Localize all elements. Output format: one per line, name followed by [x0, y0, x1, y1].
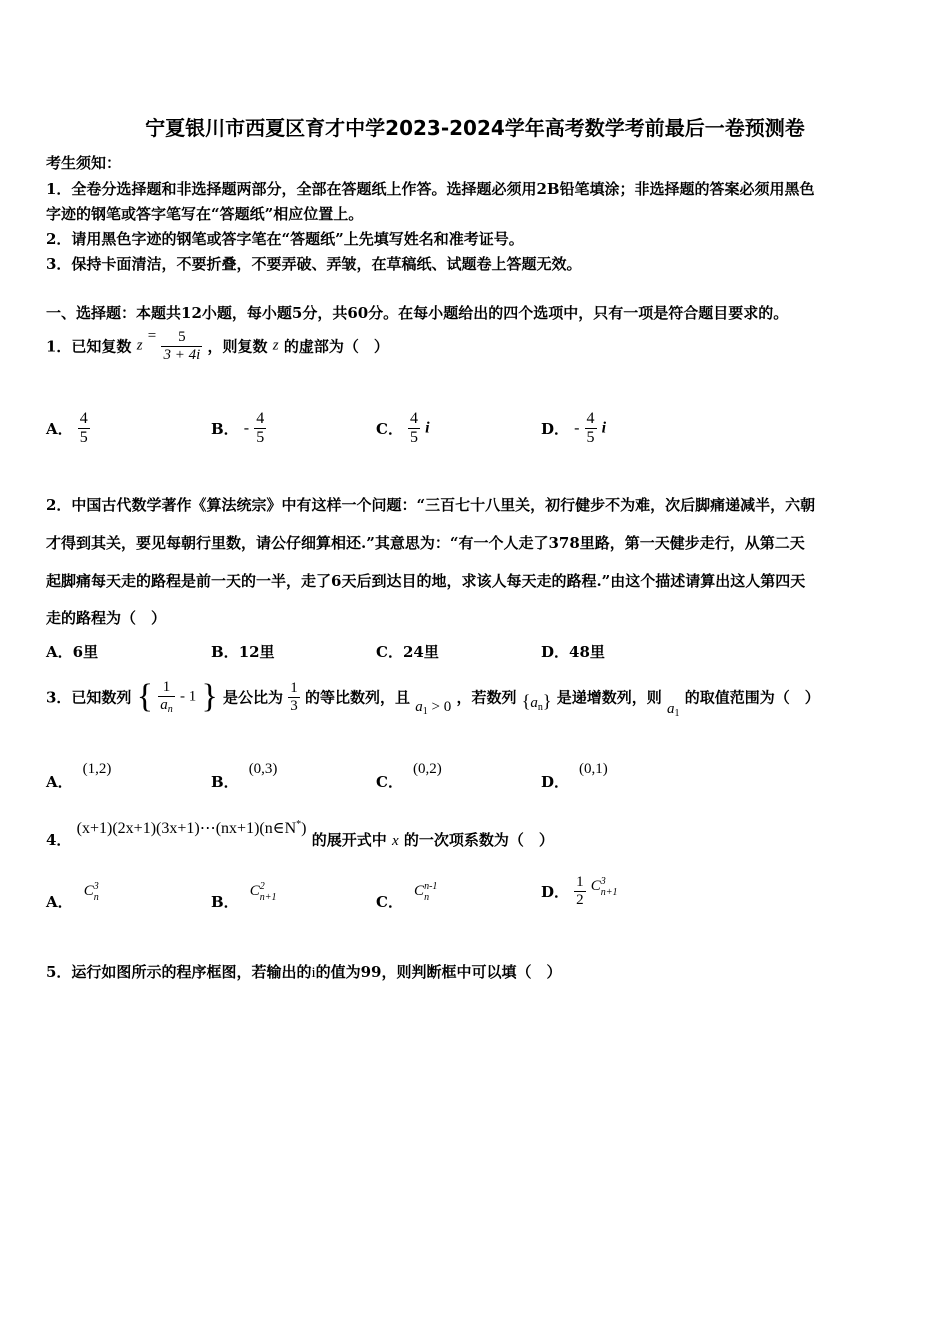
option-combination [414, 880, 438, 903]
option-text: 48里 [569, 643, 605, 661]
option-fraction [574, 874, 586, 909]
q3-option-a[interactable] [46, 758, 111, 792]
q5-suffix: 的值为99，则判断框中可以填（ ） [315, 963, 562, 981]
q3-seq-num: 1 [162, 679, 171, 695]
left-brace-icon: { [136, 678, 154, 715]
option-fraction [408, 410, 420, 447]
q4-expr-close: ) [301, 820, 307, 837]
section-heading: 一、选择题：本题共12小题，每小题5分，共60分。在每小题给出的四个选项中，只有一项是符合题目要求的。 [46, 304, 789, 322]
page-title: 宁夏银川市西夏区育才中学2023-2024学年高考数学考前最后一卷预测卷 [145, 116, 805, 140]
q2-option-b[interactable] [211, 641, 275, 662]
q4-expr: (x+1)(2x+1)(3x+1)⋯(nx+1)(n∈N [76, 820, 297, 837]
q1-option-a[interactable] [46, 410, 90, 447]
option-tail: i [601, 419, 607, 437]
q1-denominator: 3 + 4i [163, 346, 201, 363]
option-c: C [83, 883, 94, 899]
q4-expression [77, 820, 307, 837]
q3-seq2: $\{a_n\}$ [521, 691, 552, 713]
option-label: A． [46, 893, 73, 911]
q3-seq-den-var: a [160, 697, 168, 713]
q4-var: x [391, 833, 399, 849]
option-label: C． [376, 773, 403, 791]
option-label: B． [211, 420, 239, 438]
q2-line-3: 起脚痛每天走的路程是前一天的一半，走了6天后到达目的地，求该人每天走的路程.”由这个描述请算出这人第四天 [46, 572, 806, 590]
q1-fraction [161, 329, 202, 364]
q3-ratio-num: 1 [290, 679, 298, 696]
q4-option-b[interactable] [211, 880, 277, 912]
q3-mid4: 是递增数列，则 [556, 688, 662, 707]
option-den: 5 [256, 429, 265, 446]
q2-line-4: 走的路程为（ ） [46, 609, 167, 627]
option-den: 2 [576, 892, 584, 908]
q3-mid3: ，若数列 [456, 688, 517, 707]
q3-seq2-sub: n [537, 702, 543, 713]
option-label: D． [541, 643, 570, 661]
option-combination [83, 880, 99, 903]
q2-option-d[interactable] [541, 641, 605, 662]
option-num: 4 [410, 410, 419, 427]
q2-option-a[interactable] [46, 641, 98, 662]
option-text: 24里 [402, 643, 439, 661]
q4-expr-sup: * [296, 819, 302, 830]
q3-ratio-den: 3 [290, 697, 298, 714]
q1-option-c[interactable] [376, 410, 430, 447]
option-num: 1 [576, 874, 584, 890]
option-sub: n [424, 891, 430, 903]
q3-target [667, 701, 680, 717]
option-label: C． [376, 420, 403, 438]
q1-suffix2: 的虚部为（ ） [283, 337, 389, 356]
q3-seq-den [158, 696, 175, 715]
option-label: D． [541, 420, 570, 438]
option-label: D． [541, 773, 570, 791]
q3-target-sub: 1 [674, 708, 680, 719]
q4-suffix: 的一次项系数为（ ） [403, 831, 554, 849]
option-fraction [78, 410, 90, 447]
option-label: B． [211, 773, 239, 791]
q5-prefix: 5．运行如图所示的程序框图，若输出的 [46, 963, 312, 981]
q5-var: i [311, 965, 316, 981]
option-text: 12里 [238, 643, 275, 661]
q4-option-d[interactable] [541, 874, 617, 909]
q3-mid2: 的等比数列，且 [305, 688, 411, 707]
option-c: C [590, 878, 601, 894]
option-text: (0,3) [248, 761, 278, 777]
option-text: (1,2) [82, 761, 112, 777]
q3-cond-sub: 1 [422, 706, 428, 717]
q3-target-var: a [666, 701, 675, 717]
q1-var: z [136, 337, 143, 354]
q2-line-1: 2．中国古代数学著作《算法统宗》中有这样一个问题：“三百七十八里关，初行健步不为难，次后脚痛递减半，六朝 [46, 496, 816, 514]
right-brace-icon: } [201, 678, 218, 715]
notice-item-2: 2．请用黑色字迹的钢笔或答字笔在“答题纸”上先填写姓名和准考证号。 [46, 230, 524, 248]
option-sign: - [243, 419, 250, 437]
option-fraction [254, 410, 266, 447]
option-sup: 3 [600, 875, 606, 887]
q1-option-d[interactable] [541, 410, 606, 447]
option-label: B． [211, 643, 239, 661]
q1-prefix: 1．已知复数 [46, 337, 132, 356]
option-sub: n+1 [259, 891, 277, 903]
option-den: 5 [79, 429, 88, 446]
q3-prefix: 3．已知数列 [46, 688, 132, 707]
question-5 [46, 961, 562, 982]
notice-item-1-cont: 字迹的钢笔或答字笔写在“答题纸”相应位置上。 [46, 205, 364, 223]
q3-condition [415, 699, 451, 715]
option-den: 5 [586, 429, 595, 446]
q3-ratio-fraction [288, 680, 300, 715]
option-c: C [249, 883, 260, 899]
option-fraction [585, 410, 597, 447]
q3-option-b[interactable] [211, 758, 277, 792]
question-1 [46, 328, 389, 364]
q3-suffix: 的取值范围为（ ） [684, 688, 820, 707]
q1-suffix: ，则复数 [207, 337, 268, 356]
q3-mid1: 是公比为 [223, 688, 284, 707]
option-num: 4 [256, 410, 265, 427]
q3-seq-tail: - 1 [179, 688, 197, 705]
option-label: A． [46, 773, 73, 791]
option-sign: - [574, 419, 580, 437]
option-label: A． [46, 420, 73, 438]
q2-line-2: 才得到其关，要见每朝行里数，请公仔细算相还.”其意思为：“有一个人走了378里路，第一天健步走行，从第二天 [46, 534, 805, 552]
option-combination [590, 875, 618, 898]
notice-item-1: 1．全卷分选择题和非选择题两部分，全部在答题纸上作答。选择题必须用2B铅笔填涂；非选择题的答案必须用黑色 [46, 180, 815, 198]
option-combination [249, 880, 277, 903]
notice-heading: 考生须知： [46, 154, 122, 172]
q3-cond-tail: > 0 [427, 699, 452, 715]
q3-option-c[interactable] [376, 758, 442, 792]
option-den: 5 [410, 429, 419, 446]
option-text: (0,2) [412, 761, 442, 777]
question-4 [46, 818, 554, 850]
q2-option-c[interactable] [376, 641, 439, 662]
q3-seq-fraction [158, 679, 175, 715]
option-label: A． [46, 643, 73, 661]
option-sub: n+1 [600, 886, 618, 898]
q4-label: 4． [46, 831, 72, 849]
notice-item-3: 3．保持卡面清洁，不要折叠，不要弄破、弄皱，在草稿纸、试题卷上答题无效。 [46, 255, 582, 273]
option-tail: i [425, 419, 430, 437]
option-sub: n [93, 891, 99, 903]
q3-cond-var: a [415, 699, 423, 715]
q1-option-b[interactable] [211, 410, 266, 447]
option-sup: 2 [259, 880, 265, 892]
question-3 [46, 678, 820, 719]
option-sup: n-1 [424, 880, 438, 892]
option-text: (0,1) [579, 761, 608, 777]
option-text: 6里 [72, 643, 99, 661]
option-label: B． [211, 893, 239, 911]
q4-mid: 的展开式中 [311, 831, 387, 849]
q3-seq-den-sub: n [167, 704, 173, 715]
q3-seq2-var: a [530, 695, 538, 711]
option-num: 4 [79, 410, 88, 427]
q1-eq: = [147, 328, 157, 344]
option-c: C [414, 883, 425, 899]
q3-option-d[interactable] [541, 758, 608, 792]
q1-numerator: 5 [178, 328, 186, 345]
q4-option-a[interactable] [46, 880, 99, 912]
option-num: 4 [586, 410, 595, 427]
option-sup: 3 [93, 880, 99, 892]
q1-var2: z [272, 337, 279, 354]
option-label: C． [376, 643, 403, 661]
option-label: D． [541, 883, 570, 901]
q4-option-c[interactable] [376, 880, 437, 912]
option-label: C． [376, 893, 403, 911]
